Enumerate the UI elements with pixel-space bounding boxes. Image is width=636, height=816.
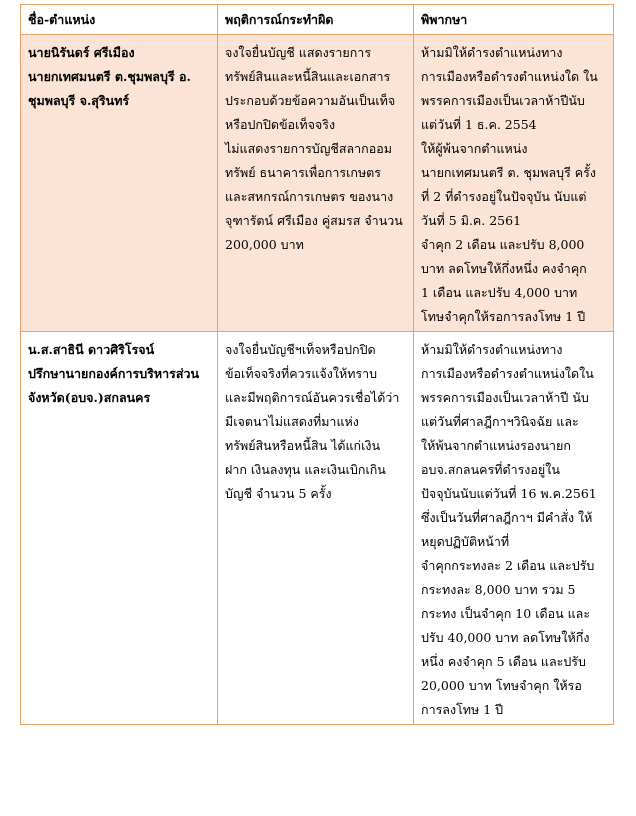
cell-line: นายนิรันดร์ ศรีเมือง	[28, 45, 135, 60]
header-name-position: ชื่อ-ตำแหน่ง	[21, 5, 218, 35]
cell-line: ทรัพย์สินและหนี้สินและเอกสาร	[225, 69, 391, 84]
verdict-cell	[414, 35, 614, 332]
table-row	[21, 332, 614, 725]
cell-line: บัญชี จำนวน 5 ครั้ง	[225, 486, 332, 501]
cell-line: ปรับ 40,000 บาท ลดโทษให้กึ่ง	[421, 630, 590, 645]
cell-line: ปัจจุบันนับแต่วันที่ 16 พ.ค.2561	[421, 486, 597, 501]
header-offense: พฤติการณ์กระทำผิด	[218, 5, 414, 35]
header-verdict: พิพากษา	[414, 5, 614, 35]
cell-line: พรรคการเมืองเป็นเวลาห้าปีนับ	[421, 93, 585, 108]
cell-line: 20,000 บาท โทษจำคุก ให้รอ	[421, 678, 582, 693]
cell-line: การเมืองหรือดำรงตำแหน่งใดใน	[421, 366, 594, 381]
cell-line: จำคุกกระทงละ 2 เดือน และปรับ	[421, 558, 595, 573]
verdict-table	[20, 4, 614, 725]
verdict-cell	[414, 332, 614, 725]
cell-line: มีเจตนาไม่แสดงที่มาแห่ง	[225, 414, 359, 429]
cell-line: นายกเทศมนตรี ต. ชุมพลบุรี ครั้ง	[421, 165, 596, 180]
header-row	[21, 5, 614, 35]
cell-line: โทษจำคุกให้รอการลงโทษ 1 ปี	[421, 309, 586, 324]
cell-line: จงใจยื่นบัญชี แสดงรายการ	[225, 45, 372, 60]
offense-cell	[218, 332, 414, 725]
cell-line: ที่ 2 ที่ดำรงอยู่ในปัจจุบัน นับแต่	[421, 189, 587, 204]
cell-line: แต่วันที่ศาลฎีกาฯวินิจฉัย และ	[421, 414, 579, 429]
cell-line: ให้พ้นจากตำแหน่งรองนายก	[421, 438, 571, 453]
name-position-cell	[21, 332, 218, 725]
cell-line: หยุดปฏิบัติหน้าที่	[421, 534, 510, 549]
cell-line: จำคุก 2 เดือน และปรับ 8,000	[421, 237, 585, 252]
cell-line: หรือปกปิดข้อเท็จจริง	[225, 117, 336, 132]
cell-line: ฝาก เงินลงทุน และเงินเบิกเกิน	[225, 462, 386, 477]
cell-line: ทรัพย์สินหรือหนี้สิน ได้แก่เงิน	[225, 438, 381, 453]
cell-line: นายกเทศมนตรี ต.ชุมพลบุรี อ.	[28, 69, 191, 84]
cell-line: แต่วันที่ 1 ธ.ค. 2554	[421, 117, 537, 132]
cell-line: กระทง เป็นจำคุก 10 เดือน และ	[421, 606, 591, 621]
cell-line: ประกอบด้วยข้อความอันเป็นเท็จ	[225, 93, 396, 108]
cell-line: การลงโทษ 1 ปี	[421, 702, 504, 717]
cell-line: ชุมพลบุรี จ.สุรินทร์	[28, 93, 130, 108]
cell-line: และสหกรณ์การเกษตร ของนาง	[225, 189, 394, 204]
cell-line: ทรัพย์ ธนาคารเพื่อการเกษตร	[225, 165, 382, 180]
cell-line: บาท ลดโทษให้กึ่งหนึ่ง คงจำคุก	[421, 261, 587, 276]
cell-line: ปรึกษานายกองค์การบริหารส่วน	[28, 366, 200, 381]
cell-line: ไม่แสดงรายการบัญชีสลากออม	[225, 141, 392, 156]
cell-line: จงใจยื่นบัญชีฯเท็จหรือปกปิด	[225, 342, 376, 357]
cell-line: จุฑารัตน์ ศรีเมือง คู่สมรส จำนวน	[225, 213, 403, 228]
cell-line: ห้ามมิให้ดำรงตำแหน่งทาง	[421, 45, 563, 60]
cell-line: ข้อเท็จจริงที่ควรแจ้งให้ทราบ	[225, 366, 378, 381]
cell-line: 1 เดือน และปรับ 4,000 บาท	[421, 285, 578, 300]
cell-line: และมีพฤติการณ์อันควรเชื่อได้ว่า	[225, 390, 400, 405]
offense-cell	[218, 35, 414, 332]
cell-line: น.ส.สาธินี ดาวศิริโรจน์	[28, 342, 155, 357]
cell-line: อบจ.สกลนครที่ดำรงอยู่ใน	[421, 462, 560, 477]
cell-line: ห้ามมิให้ดำรงตำแหน่งทาง	[421, 342, 563, 357]
cell-line: วันที่ 5 มิ.ค. 2561	[421, 213, 522, 228]
cell-line: 200,000 บาท	[225, 237, 304, 252]
table-row	[21, 35, 614, 332]
cell-line: พรรคการเมืองเป็นเวลาห้าปี นับ	[421, 390, 589, 405]
cell-line: ซึ่งเป็นวันที่ศาลฎีกาฯ มีคำสั่ง ให้	[421, 510, 593, 525]
name-position-cell	[21, 35, 218, 332]
cell-line: การเมืองหรือดำรงตำแหน่งใด ใน	[421, 69, 598, 84]
cell-line: กระทงละ 8,000 บาท รวม 5	[421, 582, 576, 597]
cell-line: หนึ่ง คงจำคุก 5 เดือน และปรับ	[421, 654, 586, 669]
cell-line: ให้ผู้พ้นจากตำแหน่ง	[421, 141, 528, 156]
cell-line: จังหวัด(อบจ.)สกลนคร	[28, 390, 151, 405]
